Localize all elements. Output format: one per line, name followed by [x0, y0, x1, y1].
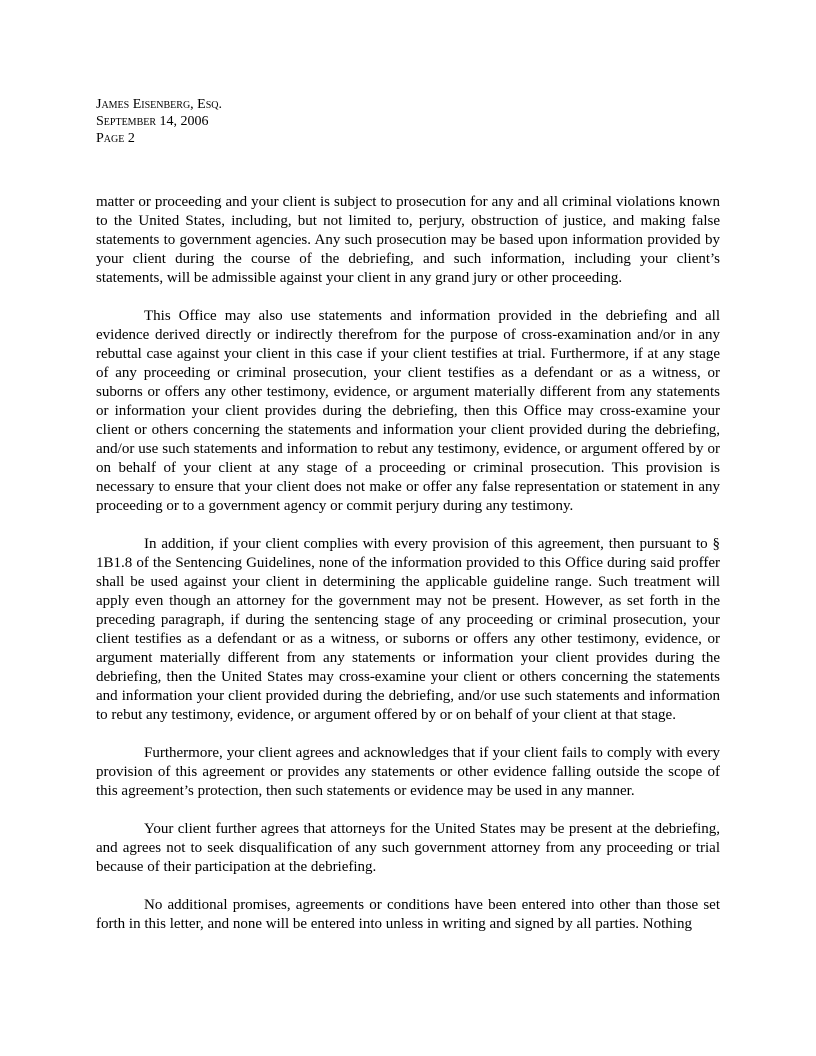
paragraph-noncompliance: Furthermore, your client agrees and acknowledges that if your client fails to comply with every provision of this agreement or provides any statements or other evidence falling outside the scope of this agreement’s protection, then such statements or evidence may be used in any manner.: [96, 745, 720, 799]
letter-date: September 14, 2006: [96, 114, 209, 129]
paragraph-attorney-presence: Your client further agrees that attorneys for the United States may be present at the debriefing, and agrees not to seek disqualification of any such government attorney from any proceeding or trial because of their participation at the debriefing.: [96, 821, 720, 875]
page-number: Page 2: [96, 131, 135, 146]
paragraph-sentencing-guidelines: In addition, if your client complies with every provision of this agreement, then pursuant to § 1B1.8 of the Sentencing Guidelines, none of the information provided to this Office during said proffer shall be used against your client in determining the applicable guideline range. Such treatment will apply even though an attorney for the government may not be present. However, as set forth in the preceding paragraph, if during the sentencing stage of any proceeding or criminal prosecution, your client testifies as a defendant or as a witness, or suborns or offers any other testimony, evidence, or argument materially different from any statements or information your client provides during the debriefing, then the United States may cross-examine your client or others concerning the statements and information your client provided during the debriefing, and/or use such statements and information to rebut any testimony, evidence, or argument offered by or on behalf of your client at that stage.: [96, 536, 720, 723]
recipient-name: James Eisenberg, Esq.: [96, 97, 223, 112]
paragraph-continuation: matter or proceeding and your client is subject to prosecution for any and all criminal violations known to the United States, including, but not limited to, perjury, obstruction of justice, and making false statements to government agencies. Any such prosecution may be based upon information provided by your client during the course of the debriefing, and such information, including your client’s statements, will be admissible against your client in any grand jury or other proceeding.: [96, 194, 720, 286]
paragraph-cross-examination: This Office may also use statements and information provided in the debriefing and all evidence derived directly or indirectly therefrom for the purpose of cross-examination and/or in any rebuttal case against your client in this case if your client testifies at trial. Furthermore, if at any stage of any proceeding or criminal prosecution, your client testifies as a defendant or as a witness, or suborns or offers any other testimony, evidence, or argument materially different from any statements or information your client provides during the debriefing, then this Office may cross-examine your client or others concerning the statements and information your client provided during the debriefing, and/or use such statements and information to rebut any testimony, evidence, or argument offered by or on behalf of your client at any stage of a proceeding or criminal prosecution. This provision is necessary to ensure that your client does not make or offer any false representation or statement in any proceeding or to a government agency or commit perjury during any testimony.: [96, 308, 720, 514]
letter-body: [96, 193, 720, 953]
letter-header: [96, 96, 222, 147]
paragraph-no-additional-promises: No additional promises, agreements or conditions have been entered into other than those set forth in this letter, and none will be entered into unless in writing and signed by all parties. Nothing: [96, 897, 720, 932]
